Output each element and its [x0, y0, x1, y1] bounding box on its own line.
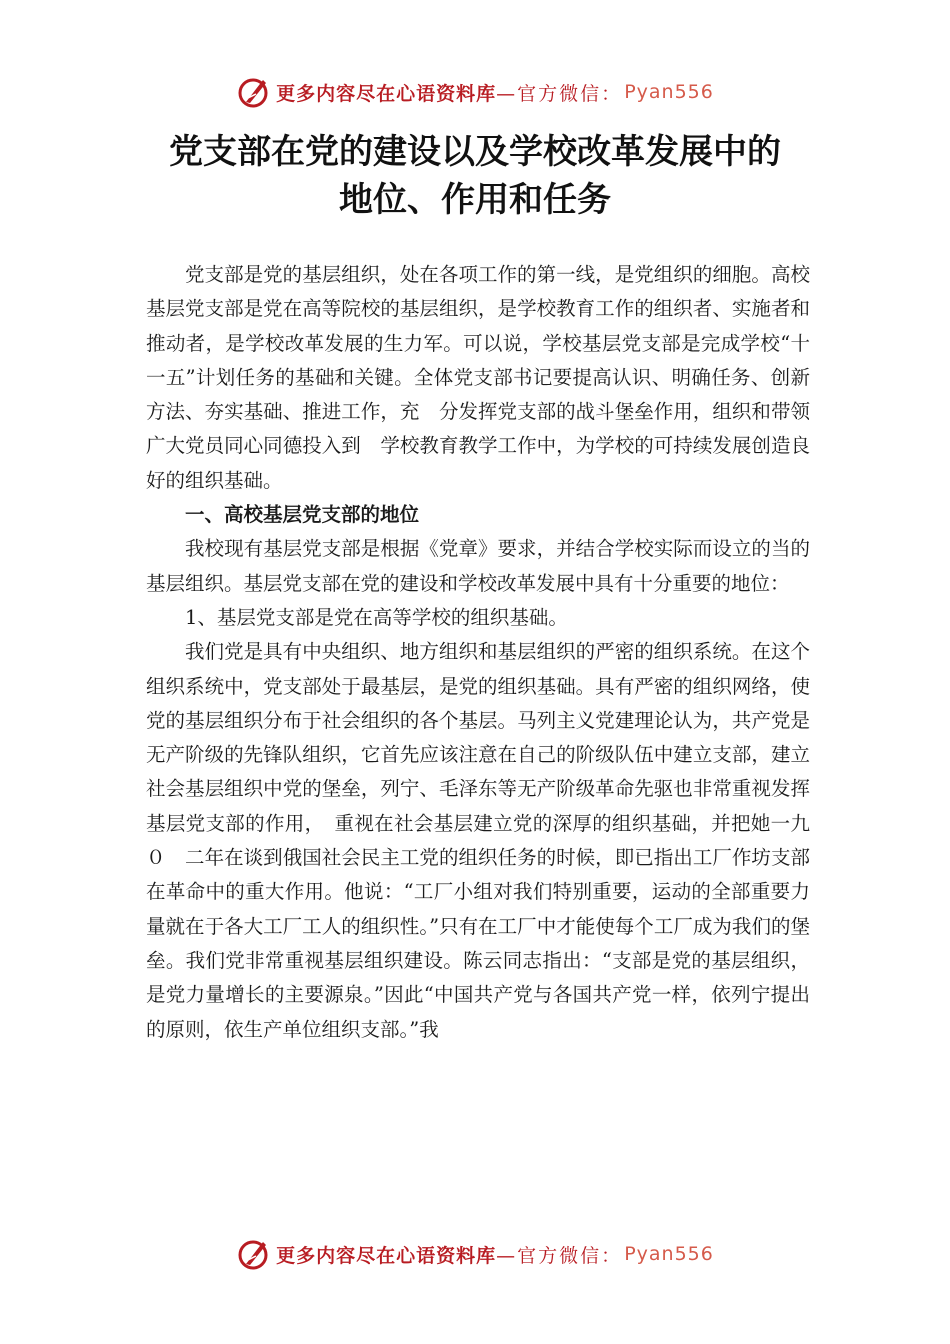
title-line-1: 党支部在党的建设以及学校改革发展中的 — [169, 132, 781, 172]
banner-wechat-label: —官方微信： — [496, 82, 623, 105]
document-body — [146, 258, 830, 1047]
point-heading: 1、基层党支部是党在高等学校的组织基础。 — [185, 605, 568, 629]
section-paragraph: 我校现有基层党支部是根据《党章》要求，并结合学校实际而设立的当的基层组织。基层党支部在党的建设和学校改革发展中具有十分重要的地位： — [146, 537, 810, 595]
banner-account: Pyan556 — [624, 1243, 714, 1265]
title-line-2: 地位、作用和任务 — [339, 180, 611, 220]
document-title — [0, 128, 950, 224]
banner-account: Pyan556 — [624, 81, 714, 103]
quill-logo-icon — [236, 1236, 272, 1272]
banner-brand: 更多内容尽在心语资料库 — [276, 82, 497, 105]
header-banner — [0, 74, 950, 110]
section-heading: 一、高校基层党支部的地位 — [185, 503, 420, 527]
quill-logo-icon — [236, 74, 272, 110]
banner-wechat-label: —官方微信： — [496, 1244, 623, 1267]
point-body-paragraph: 我们党是具有中央组织、地方组织和基层组织的严密的组织系统。在这个组织系统中，党支部处于最基层，是党的组织基础。具有严密的组织网络，使党的基层组织分布于社会组织的各个基层。马列主义党建理论认为，共产党是无产阶级的先锋队组织，它首先应该注意在自己的阶级队伍中建立支部，建立社会基层组织中党的堡垒，列宁、毛泽东等无产阶级革命先驱也非常重视发挥基层党支部的作用， 重视在社会基层建立党的深厚的组织基础，并把她一九 ０ 二年在谈到俄国社会民主工党的组织任务的时候，即已指出工厂作坊支部在革命中的重大作用。他说：“工厂小组对我们特别重要，运动的全部重要力量就在于各大工厂工人的组织性。”只有在工厂中才能使每个工厂成为我们的堡垒。我们党非常重视基层组织建设。陈云同志指出：“支部是党的基层组织，是党力量增长的主要源泉。”因此“中国共产党与各国共产党一样，依列宁提出的原则，依生产单位组织支部。”我 — [146, 640, 830, 1041]
banner-brand: 更多内容尽在心语资料库 — [276, 1244, 497, 1267]
intro-paragraph: 党支部是党的基层组织，处在各项工作的第一线，是党组织的细胞。高校基层党支部是党在高等院校的基层组织，是学校教育工作的组织者、实施者和推动者，是学校改革发展的生力军。可以说，学校基层党支部是完成学校“十一五”计划任务的基础和关键。全体党支部书记要提高认识、明确任务、创新方法、夯实基础、推进工作，充 分发挥党支部的战斗堡垒作用，组织和带领广大党员同心同德投入到 学校教育教学工作中，为学校的可持续发展创造良好的组织基础。 — [146, 263, 810, 492]
footer-banner — [0, 1236, 950, 1272]
